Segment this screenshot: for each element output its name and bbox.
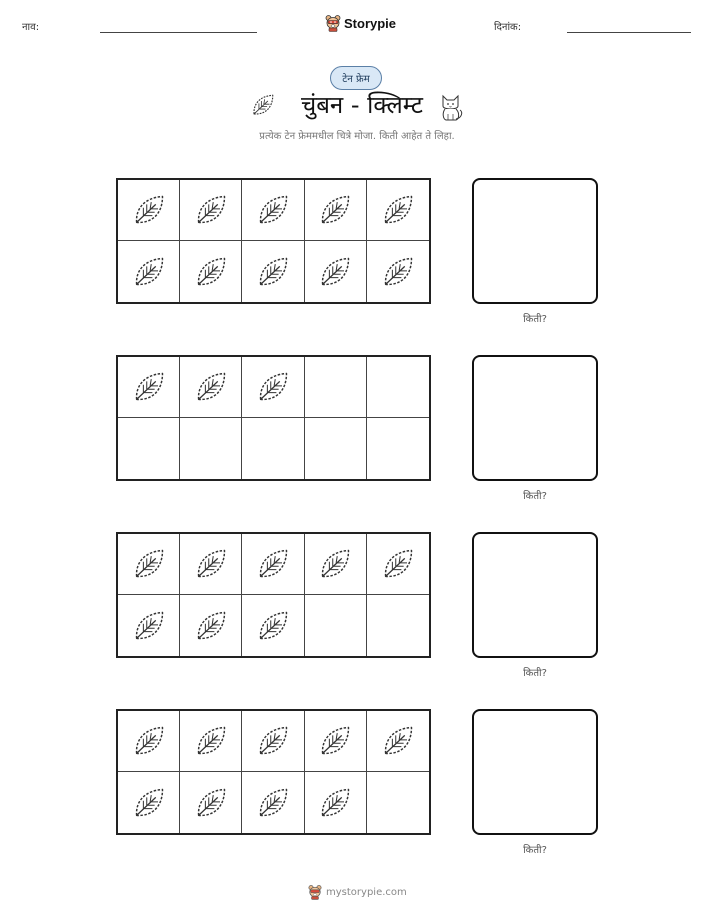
frame-cell (242, 711, 304, 772)
name-label: नाव: (22, 22, 40, 33)
leaf-icon (380, 546, 416, 582)
answer-prompt: किती? (523, 668, 547, 679)
frame-cell (305, 772, 367, 833)
leaf-icon (193, 546, 229, 582)
name-line[interactable] (100, 32, 257, 33)
frame-cell (180, 772, 242, 833)
frame-cell (305, 534, 367, 595)
leaf-icon (131, 785, 167, 821)
frame-cell (367, 418, 429, 479)
leaf-icon (193, 254, 229, 290)
frame-cell (180, 418, 242, 479)
date-label: दिनांक: (494, 22, 522, 33)
leaf-icon (255, 254, 291, 290)
leaf-icon (131, 254, 167, 290)
frame-cell (118, 357, 180, 418)
leaf-icon (255, 192, 291, 228)
frame-cell (242, 418, 304, 479)
ten-frame (116, 355, 431, 481)
frame-cell (367, 180, 429, 241)
leaf-icon (131, 723, 167, 759)
answer-box[interactable] (472, 532, 598, 658)
leaf-icon (317, 785, 353, 821)
footer (308, 884, 407, 900)
leaf-icon (380, 192, 416, 228)
ten-frame (116, 709, 431, 835)
frame-cell (180, 241, 242, 302)
leaf-icon (193, 369, 229, 405)
leaf-icon (380, 723, 416, 759)
leaf-icon (317, 546, 353, 582)
topic-badge: टेन फ्रेम (330, 66, 382, 90)
leaf-icon (193, 608, 229, 644)
frame-cell (242, 595, 304, 656)
frame-cell (118, 241, 180, 302)
frame-cell (118, 711, 180, 772)
leaf-icon (255, 369, 291, 405)
bear-mascot-icon (325, 14, 341, 32)
leaf-icon (255, 608, 291, 644)
leaf-icon (317, 723, 353, 759)
frame-cell (367, 534, 429, 595)
leaf-icon (193, 723, 229, 759)
frame-cell (180, 595, 242, 656)
frame-cell (305, 180, 367, 241)
frame-cell (180, 180, 242, 241)
answer-box[interactable] (472, 178, 598, 304)
worksheet-title: चुंबन - क्लिम्ट (300, 91, 423, 119)
ten-frame (116, 178, 431, 304)
frame-cell (367, 772, 429, 833)
ten-frame (116, 532, 431, 658)
frame-cell (305, 595, 367, 656)
leaf-icon (131, 608, 167, 644)
frame-cell (242, 772, 304, 833)
leaf-icon (380, 254, 416, 290)
frame-cell (305, 357, 367, 418)
answer-prompt: किती? (523, 314, 547, 325)
frame-cell (367, 711, 429, 772)
brand-logo (325, 12, 396, 34)
frame-cell (242, 357, 304, 418)
frame-cell (180, 711, 242, 772)
frame-cell (242, 241, 304, 302)
frame-cell (367, 357, 429, 418)
frame-cell (367, 241, 429, 302)
leaf-icon (193, 192, 229, 228)
leaf-icon (317, 254, 353, 290)
frame-cell (118, 595, 180, 656)
leaf-icon (255, 723, 291, 759)
answer-box[interactable] (472, 355, 598, 481)
frame-cell (305, 418, 367, 479)
frame-cell (118, 772, 180, 833)
leaf-icon (131, 546, 167, 582)
frame-cell (367, 595, 429, 656)
leaf-icon (131, 192, 167, 228)
bear-mascot-icon (308, 884, 322, 900)
date-line[interactable] (567, 32, 691, 33)
frame-cell (180, 357, 242, 418)
frame-cell (118, 534, 180, 595)
frame-cell (242, 534, 304, 595)
frame-cell (118, 418, 180, 479)
frame-cell (118, 180, 180, 241)
cat-icon (436, 90, 466, 122)
leaf-icon (317, 192, 353, 228)
footer-website: mystorypie.com (326, 886, 407, 898)
answer-prompt: किती? (523, 491, 547, 502)
leaf-icon (131, 369, 167, 405)
leaf-icon (255, 785, 291, 821)
brand-name: Storypie (344, 15, 397, 31)
leaf-icon (193, 785, 229, 821)
leaf-icon (255, 546, 291, 582)
frame-cell (305, 711, 367, 772)
frame-cell (242, 180, 304, 241)
worksheet-instruction: प्रत्येक टेन फ्रेममधील चित्रे मोजा. किती आहेत ते लिहा. (259, 131, 455, 142)
frame-cell (305, 241, 367, 302)
leaf-icon (250, 92, 276, 118)
answer-box[interactable] (472, 709, 598, 835)
answer-prompt: किती? (523, 845, 547, 856)
frame-cell (180, 534, 242, 595)
